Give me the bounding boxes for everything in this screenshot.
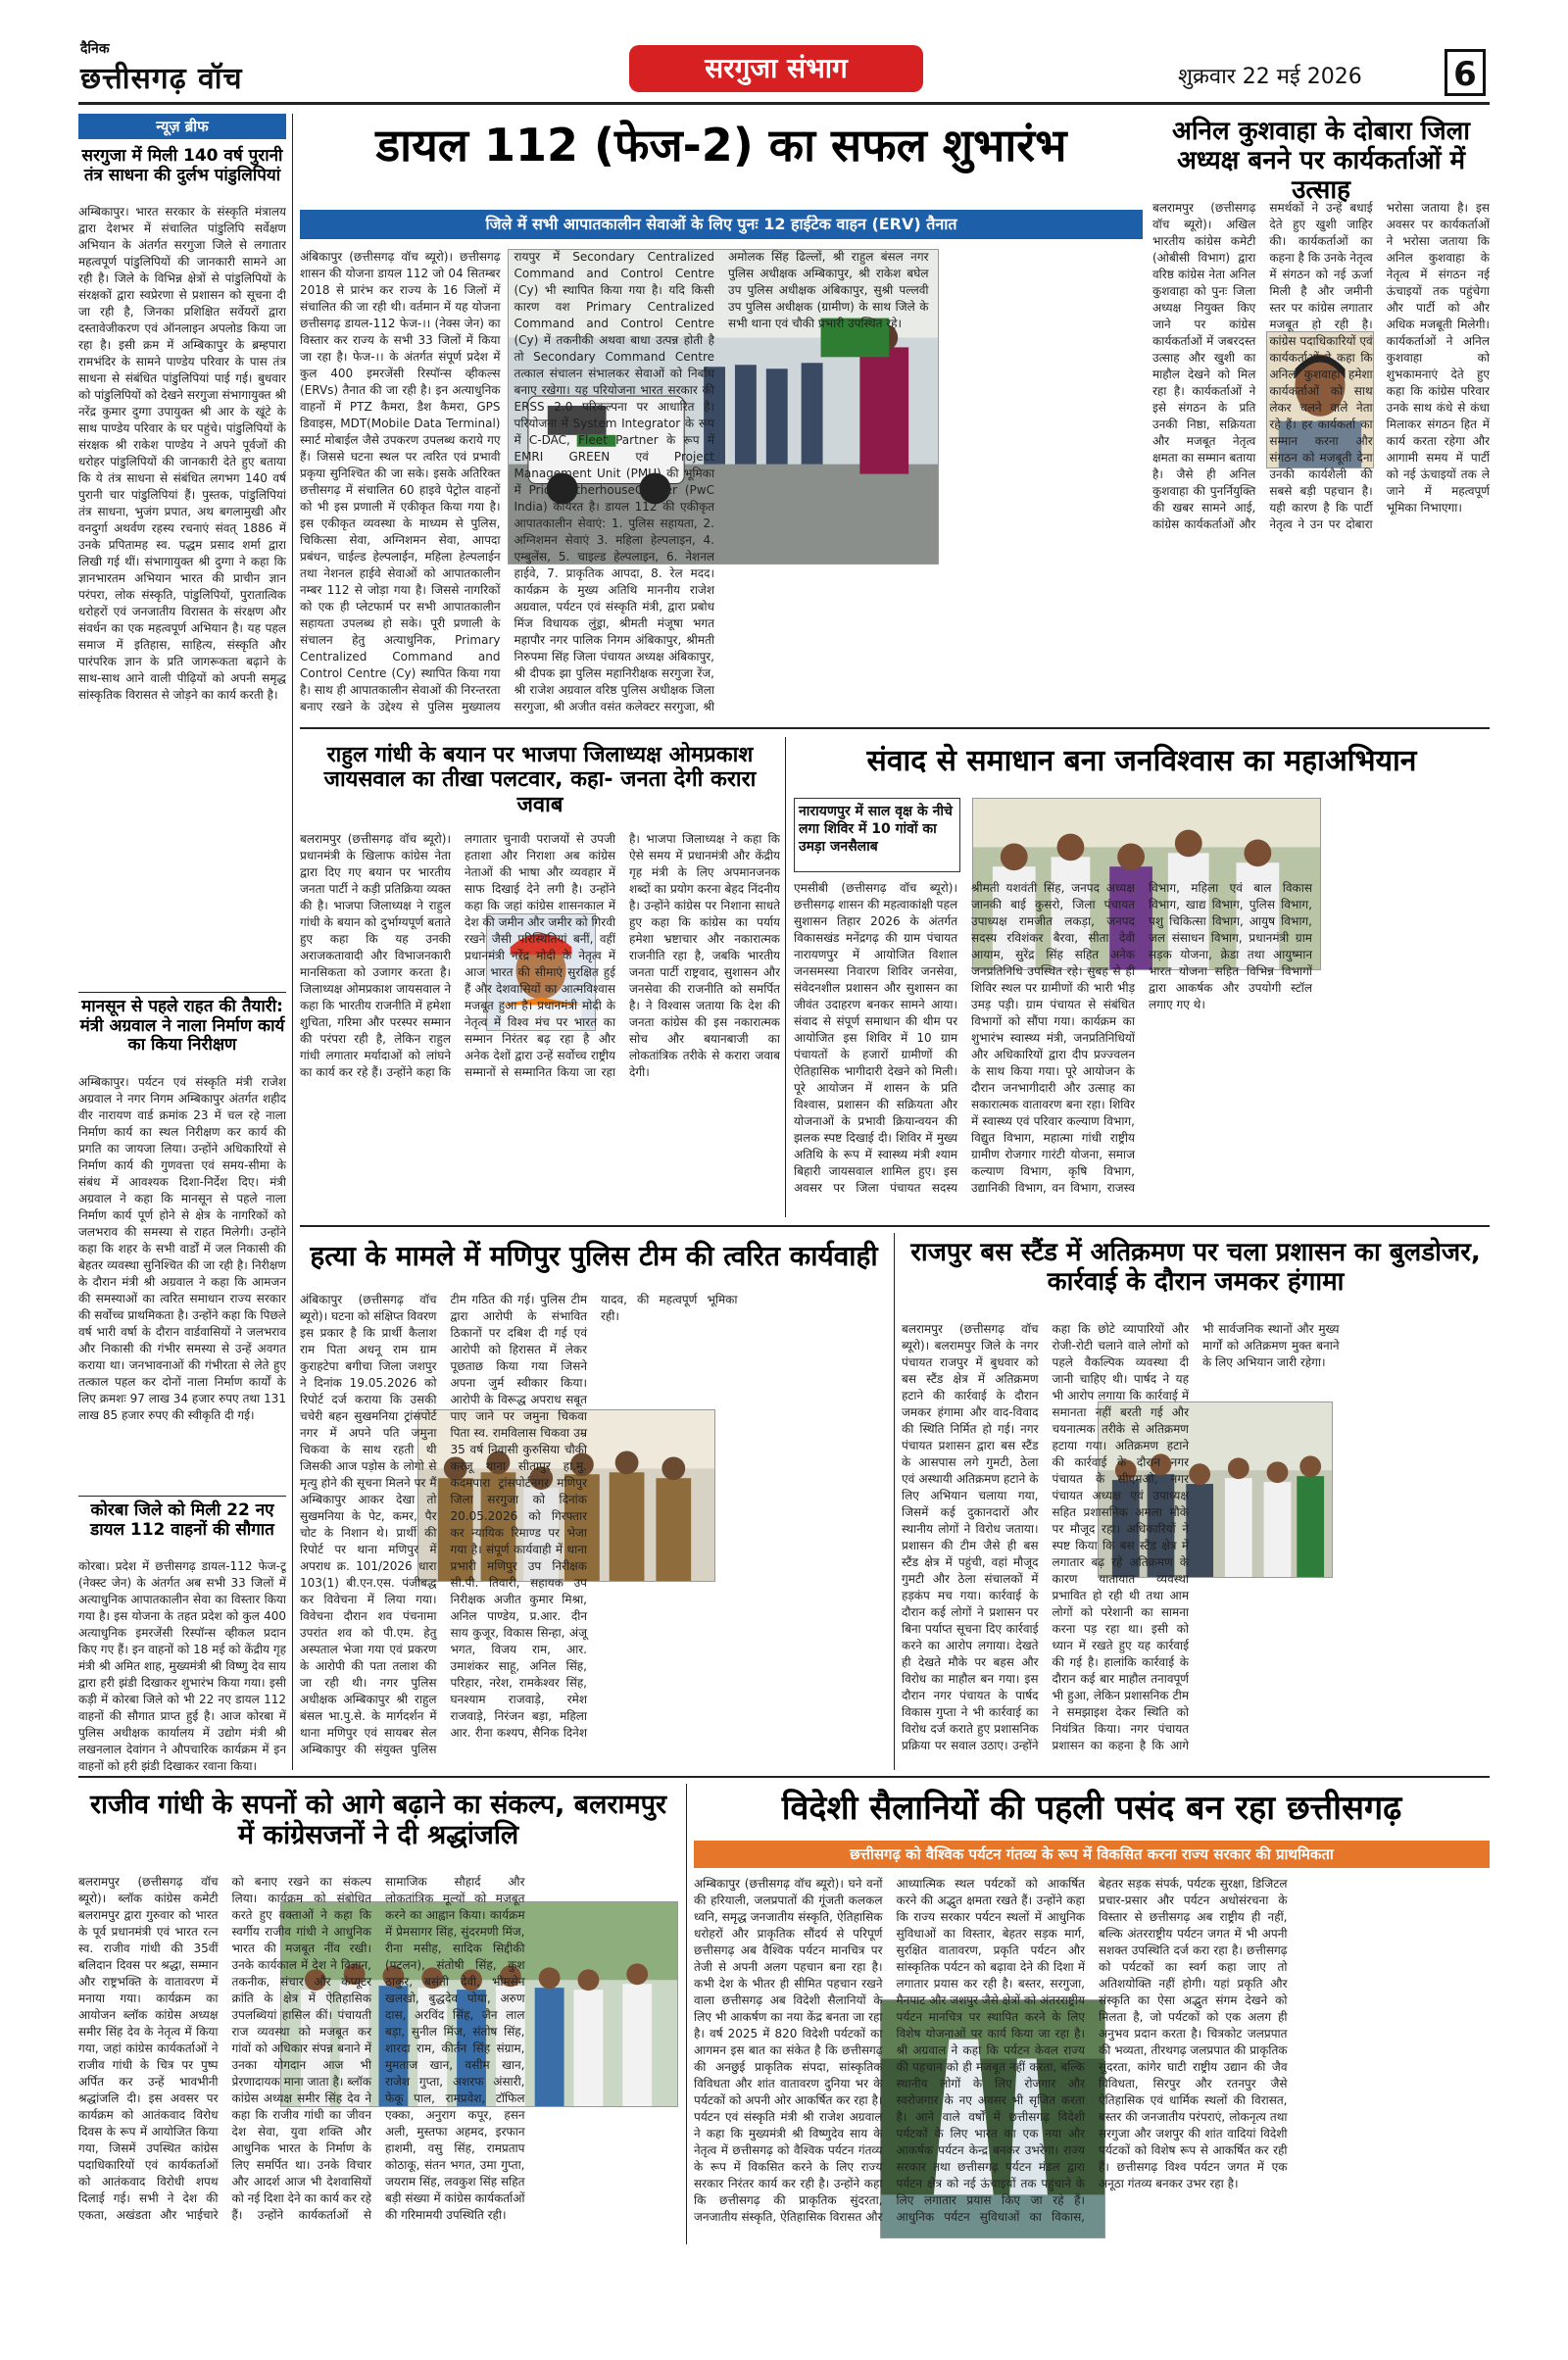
paper-prefix: दैनिक — [80, 41, 110, 57]
rahul-article — [300, 737, 780, 1217]
divider — [686, 1784, 687, 2244]
page-number: 6 — [1445, 49, 1486, 96]
tourism-article — [694, 1784, 1490, 2244]
rajpur-body: बलरामपुर (छत्तीसगढ़ वॉच ब्यूरो)। बलरामपुर जिले के नगर पंचायत राजपुर में बुधवार को बस स्टैंड क्षेत्र में अतिक्रमण हटाने की कार्रवाई के दौरान जमकर हंगामा और वाद-विवाद की स्थिति निर्मित हो गई। नगर पंचायत प्रशासन द्वारा बस स्टैंड के आसपास लगे गुमटी, ठेला एवं अस्थायी अतिक्रमण हटाने के लिए अभियान चलाया गया, जिसमें कई दुकानदारों और स्थानीय लोगों ने विरोध जताया। प्रशासन की टीम जैसे ही बस स्टैंड क्षेत्र में पहुंची, वहां मौजूद गुमटी और ठेला संचालकों में हड़कंप मच गया। कार्रवाई के दौरान कई लोगों ने प्रशासन पर बिना पर्याप्त सूचना दिए कार्रवाई करने का आरोप लगाया। देखते ही देखते मौके पर बहस और विरोध का माहौल बन गया। इस दौरान नगर पंचायत के पार्षद विकास गुप्ता ने भी कार्रवाई का विरोध दर्ज कराते हुए प्रशासनिक प्रक्रिया पर सवाल उठाए। उन्होंने कहा कि छोटे व्यापारियों और रोजी-रोटी चलाने वाले लोगों को पहले वैकल्पिक व्यवस्था दी जानी चाहिए थी। पार्षद ने यह भी आरोप लगाया कि कार्रवाई में समानता नहीं बरती गई और चयनात्मक तरीके से अतिक्रमण हटाया गया। अतिक्रमण हटाने की कार्रवाई के दौरान नगर पंचायत के सीएमओ, नगर पंचायत अध्यक्ष एवं उपाध्यक्ष सहित प्रशासनिक अमला मौके पर मौजूद रहा। अधिकारियों ने स्पष्ट किया कि बस स्टैंड क्षेत्र में लगातार बढ़ रहे अतिक्रमण के कारण यातायात व्यवस्था प्रभावित हो रही थी तथा आम लोगों को परेशानी का सामना करना पड़ रहा था। इसी को ध्यान में रखते हुए यह कार्रवाई की गई है। हालांकि कार्रवाई के दौरान कई बार माहौल तनावपूर्ण भी हुआ, लेकिन प्रशासनिक टीम ने समझाइश देकर स्थिति को नियंत्रित किया। नगर पंचायत प्रशासन का कहना है कि आगे भी सार्वजनिक स्थानों और मुख्य मार्गों को अतिक्रमण मुक्त बनाने के लिए अभियान जारी रहेगा। — [902, 1322, 1340, 1752]
brief-1-headline: सरगुजा में मिली 140 वर्ष पुरानी तंत्र साधना की दुर्लभ पांडुलिपियां — [81, 146, 283, 185]
divider — [78, 1496, 286, 1497]
brief-3-headline: कोरबा जिले को मिली 22 नए डायल 112 वाहनों की सौगात — [90, 1500, 274, 1540]
rahul-headline: राहुल गांधी के बयान पर भाजपा जिलाध्यक्ष ओमप्रकाश जायसवाल का तीखा पलटवार, कहा- जनता देगी करारा जवाब — [323, 743, 757, 817]
divider — [300, 727, 1490, 729]
tourism-subhead-bar — [694, 1841, 1490, 1868]
paper-name: छत्तीसगढ़ वॉच — [80, 62, 243, 96]
issue-date: शुक्रवार 22 मई 2026 — [1178, 65, 1362, 89]
news-brief-label — [78, 114, 286, 139]
divider — [78, 1776, 1490, 1778]
divider — [300, 1225, 1490, 1227]
anil-headline: अनिल कुशवाहा के दोबारा जिला अध्यक्ष बनने पर कार्यकर्ताओं में उत्साह — [1171, 117, 1471, 205]
brief-2-body: अम्बिकापुर। पर्यटन एवं संस्कृति मंत्री राजेश अग्रवाल ने नगर निगम अम्बिकापुर अंतर्गत शहीद वीर नारायण वार्ड क्रमांक 23 में चल रहे नाला निर्माण कार्य का स्थल निरीक्षण कर कार्य की प्रगति का जायजा लिया। उन्होंने अधिकारियों से निर्माण कार्य की गुणवत्ता एवं समय-सीमा के संबंध में आवश्यक दिशा-निर्देश दिए। मंत्री अग्रवाल ने कहा कि मानसून से पहले नाला निर्माण कार्य पूर्ण होने से क्षेत्र के नागरिकों को जलभराव की समस्या से राहत मिलेगी। उन्होंने कहा कि शहर के सभी वार्डों में जल निकासी की बेहतर व्यवस्था सुनिश्चित की जा रही है। निरीक्षण के दौरान मंत्री श्री अग्रवाल ने कहा कि आमजन की समस्याओं का त्वरित समाधान राज्य सरकार की सर्वोच्च प्राथमिकता है। उन्होंने कहा कि पिछले वर्ष भारी वर्षा के दौरान वार्डवासियों ने जलभराव और निकासी की गंभीर समस्या से उन्हें अवगत कराया था। जनभावनाओं की गंभीरता से लेते हुए तत्काल पहल कर दोनों नाला निर्माण कार्यों के लिए क्रमशः 97 लाख 34 हजार रुपए तथा 131 लाख 85 हजार रुपए की स्वीकृति दी गई। — [78, 1075, 286, 1422]
samvad-boxhead: नारायणपुर में साल वृक्ष के नीचे लगा शिविर में 10 गांवों का उमड़ा जनसैलाब — [799, 804, 953, 855]
dial112-article — [300, 114, 1143, 721]
tourism-subhead: छत्तीसगढ़ को वैश्विक पर्यटन गंतव्य के रूप में विकसित करना राज्य सरकार की प्राथमिकता — [850, 1845, 1334, 1863]
tourism-headline: विदेशी सैलानियों की पहली पसंद बन रहा छत्तीसगढ़ — [781, 1789, 1402, 1828]
dial112-body: अंबिकापुर (छत्तीसगढ़ वॉच ब्यूरो)। छत्तीसगढ़ शासन की योजना डायल 112 जो 04 सितम्बर 2018 से प्रारंभ कर राज्य के 16 जिलों में संचालित की जा रही थी। वर्तमान में यह योजना छत्तीसगढ़ डायल-112 फेज-।। (नेक्स जेन) का विस्तार कर राज्य के सभी 33 जिलों में किया जा रहा है। फेज-।। के अंतर्गत संपूर्ण प्रदेश में कुल 400 इमरजेंसी रिस्पॉन्स व्हीकल्स (ERVs) तैनात की जा रही है। इन अत्याधुनिक वाहनों में PTZ कैमरा, डैश कैमरा, GPS डिवाइस, MDT(Mobile Data Terminal) स्मार्ट मोबाईल जैसे उपकरण उपलब्ध कराये गए हैं। जिससे घटना स्थल पर त्वरित एवं प्रभावी प्रकृया सुनिश्चित की जा सके। इसके अतिरिक्त छत्तीसगढ़ में संचालित 60 हाइवे पेट्रोल वाहनों को भी इस प्रणाली में एकीकृत किया गया है। इस एकीकृत व्यवस्था के माध्यम से पुलिस, चिकित्सा सेवा, अग्निशमन सेवा, आपदा प्रबंधन, चाईल्ड हेल्पलाईन, महिला हेल्पलाईन तथा नेशनल हाईवे सेवाओं को आपातकालीन नम्बर 112 से जोड़ा गया है। जिससे नागरिकों को एक ही प्लेटफार्म पर सभी आपातकालीन सहायता उपलब्ध हो सके। पूरी प्रणाली के संचालन हेतु अत्याधुनिक, Primary Centralized Command and Control Centre (Cy) स्थापित किया गया है। साथ ही आपातकालीन सेवाओं की निरन्तरता बनाए रखने के उद्देश्य से पुलिस मुख्यालय रायपुर में Secondary Centralized Command and Control Centre (Cy) भी स्थापित किया गया है। यदि किसी कारण वश Primary Centralized Command and Control Centre (Cy) में तकनीकी अथवा बाधा उत्पन्न होती है तो Secondary Command Centre तत्काल संचालन संभालकर सेवाओं को निर्बाध बनाए रखेगा। यह परियोजना भारत सरकार की ERSS 2.0 परिकल्पना पर आधारित है। परियोजना में System Integrator के रूप में C-DAC, Fleet Partner के रूप में EMRI GREEN एवं Project Management Unit (PMU) की भूमिका में PriceWatherhouseCooper (PwC India) कार्यरत है। डायल 112 की एकीकृत आपातकालीन सेवाएं: 1. पुलिस सहायता, 2. अग्निशमन सेवाएं 3. महिला हेल्पलाइन, 4. एम्बुलेंस, 5. चाइल्ड हेल्पलाइन, 6. नेशनल हाईवे, 7. प्राकृतिक आपदा, 8. रेल मदद। कार्यक्रम के मुख्य अतिथि माननीय राजेश अग्रवाल, पर्यटन एवं संस्कृति मंत्री, द्वारा प्रबोध मिंज विधायक लुंड्रा, श्रीमती मंजूषा भगत महापौर नगर पालिक निगम अंबिकापुर, श्रीमती निरुपमा सिंह जिला पंचायत अध्यक्ष अंबिकापुर, श्री दीपक झा पुलिस महानिरीक्षक सरगुजा रेंज, श्री राजेश अग्रवाल वरिष्ठ पुलिस अधीक्षक जिला सरगुजा, श्री अजीत वसंत कलेक्टर सरगुजा, श्री अमोलक सिंह ढिल्लों, श्री राहुल बंसल नगर पुलिस अधीक्षक अम्बिकापुर, श्री राकेश बघेल उप पुलिस अधीक्षक अंबिकापुर, सुश्री पल्लवी उप पुलिस अधीक्षक (ग्रामीण) के साथ जिले के सभी थाना एवं चौकी प्रभारी उपस्थित रहे। — [300, 250, 929, 713]
anil-body: बलरामपुर (छत्तीसगढ़ वॉच ब्यूरो)। अखिल भारतीय कांग्रेस कमेटी (ओबीसी विभाग) द्वारा वरिष्ठ कांग्रेस नेता अनिल कुशवाहा को पुनः जिला अध्यक्ष नियुक्त किए जाने पर कांग्रेस कार्यकर्ताओं में जबरदस्त उत्साह और खुशी का माहौल देखने को मिल रहा है। कार्यकर्ताओं ने इसे संगठन के प्रति उनकी निष्ठा, सक्रियता और मजबूत नेतृत्व क्षमता का सम्मान बताया है। जैसे ही अनिल कुशवाहा की पुनर्नियुक्ति की खबर सामने आई, कांग्रेस कार्यकर्ताओं और समर्थकों ने उन्हें बधाई देते हुए खुशी जाहिर की। कार्यकर्ताओं का कहना है कि उनके नेतृत्व में संगठन को नई ऊर्जा मिली है और जमीनी स्तर पर कांग्रेस लगातार मजबूत हो रही है। कांग्रेस पदाधिकारियों एवं कार्यकर्ताओं ने कहा कि अनिल कुशवाहा हमेशा कार्यकर्ताओं को साथ लेकर चलने वाले नेता रहे हैं। हर कार्यकर्ता का सम्मान करना और संगठन को मजबूती देना उनकी कार्यशैली की सबसे बड़ी पहचान है। यही कारण है कि पार्टी नेतृत्व ने उन पर दोबारा भरोसा जताया है। इस अवसर पर कार्यकर्ताओं ने भरोसा जताया कि अनिल कुशवाहा के नेतृत्व में संगठन नई ऊंचाइयों तक पहुंचेगा और पार्टी को और अधिक मजबूती मिलेगी। कार्यकर्ताओं ने अनिल कुशवाहा को शुभकामनाएं देते हुए कहा कि कांग्रेस परिवार उनके साथ कंधे से कंधा मिलाकर संगठन हित में कार्य करता रहेगा और आगामी समय में पार्टी को नई ऊंचाइयों तक ले जाने में महत्वपूर्ण भूमिका निभाएगा। — [1152, 201, 1490, 531]
rajiv-headline: राजीव गांधी के सपनों को आगे बढ़ाने का संकल्प, बलरामपुर में कांग्रेसजनों ने दी श्रद्धांजलि — [89, 1790, 667, 1851]
rajpur-headline: राजपुर बस स्टैंड में अतिक्रमण पर चला प्रशासन का बुलडोजर, कार्रवाई के दौरान जमकर हंगामा — [910, 1238, 1481, 1297]
anil-article — [1152, 114, 1490, 721]
section-name: सरगुजा संभाग — [705, 52, 848, 84]
rajiv-article — [78, 1784, 678, 2244]
masthead — [0, 0, 1568, 110]
divider — [894, 1233, 895, 1770]
dial112-subhead-bar — [300, 210, 1143, 239]
section-banner — [629, 45, 923, 92]
brief-2-headline: मानसून से पहले राहत की तैयारी: मंत्री अग्रवाल ने नाला निर्माण कार्य का किया निरीक्षण — [79, 997, 285, 1056]
rajiv-body: बलरामपुर (छत्तीसगढ़ वॉच ब्यूरो)। ब्लॉक कांग्रेस कमेटी बलरामपुर द्वारा गुरुवार को भारत के पूर्व प्रधानमंत्री एवं भारत रत्न स्व. राजीव गांधी की 35वीं बलिदान दिवस पर श्रद्धा, सम्मान और राष्ट्रभक्ति के वातावरण में मनाया गया। कार्यक्रम का आयोजन ब्लॉक कांग्रेस अध्यक्ष समीर सिंह देव के नेतृत्व में किया गया, जहां कांग्रेस कार्यकर्ताओं ने राजीव गांधी के चित्र पर पुष्प अर्पित कर उन्हें भावभीनी श्रद्धांजलि दी। इस अवसर पर कार्यक्रम को आतंकवाद विरोध दिवस के रूप में आयोजित किया गया, जिसमें उपस्थित कांग्रेस पदाधिकारियों एवं कार्यकर्ताओं को आतंकवाद विरोधी शपथ दिलाई गई। सभी ने देश की एकता, अखंडता और भाईचारे को बनाए रखने का संकल्प लिया। कार्यक्रम को संबोधित करते हुए वक्ताओं ने कहा कि स्वर्गीय राजीव गांधी ने आधुनिक भारत की मजबूत नींव रखी। उनके कार्यकाल में देश ने विज्ञान, तकनीक, संचार और कंप्यूटर क्रांति के क्षेत्र में ऐतिहासिक उपलब्धियां हासिल कीं। पंचायती राज व्यवस्था को मजबूत कर गांवों को अधिकार संपन्न बनाने में उनका योगदान आज भी प्रेरणादायक माना जाता है। ब्लॉक कांग्रेस अध्यक्ष समीर सिंह देव ने कहा कि राजीव गांधी का जीवन देश सेवा, युवा शक्ति और आधुनिक भारत के निर्माण के लिए समर्पित था। उनके विचार और आदर्श आज भी देशवासियों को नई दिशा देने का कार्य कर रहे हैं। उन्होंने कार्यकर्ताओं से सामाजिक सौहार्द और लोकतांत्रिक मूल्यों को मजबूत करने का आह्वान किया। कार्यक्रम में प्रेमसागर सिंह, सुंदरमणी मिंज, रीना मसीह, सादिक सिद्दीकी (पटलन), संतोषी सिंह, कुश ठाकुर, बसंती देवी, भीमसेन खलखो, बुद्धदेव पोया, अरुण दास, अरविंद सिंह, जैन लाल बड़ा, सुनील मिंज, संतोष सिंह, शारदा राम, कीर्तन सिंह संग्राम, मुमताज खान, वसीम खान, राजेश गुप्ता, अशरफ अंसारी, फेकू पाल, रामप्रवेश, टॉफिल एक्का, अनुराग कपूर, हसन अली, मुस्तफा अहमद, इरफान हाशमी, वसु सिंह, रामप्रताप कोठाकू, संतन भगत, उमा गुप्ता, जयराम सिंह, लवकुश सिंह सहित बड़ी संख्या में कांग्रेस कार्यकर्ताओं की गरिमामयी उपस्थिति रही। — [78, 1875, 525, 2222]
divider — [78, 992, 286, 993]
dial112-headline: डायल 112 (फेज-2) का सफल शुभारंभ — [375, 119, 1067, 172]
tourism-body: अम्बिकापुर (छत्तीसगढ़ वॉच ब्यूरो)। घने वनों की हरियाली, जलप्रपातों की गूंजती कलकल ध्वनि, समृद्ध जनजातीय संस्कृति, ऐतिहासिक धरोहरों और प्राकृतिक सौंदर्य से परिपूर्ण छत्तीसगढ़ अब वैश्विक पर्यटन मानचित्र पर तेजी से अपनी अलग पहचान बना रहा है। कभी देश के भीतर ही सीमित पहचान रखने वाला छत्तीसगढ़ अब विदेशी सैलानियों के लिए भी आकर्षण का नया केंद्र बनता जा रहा है। वर्ष 2025 में 820 विदेशी पर्यटकों का आगमन इस बात का संकेत है कि छत्तीसगढ़ की अनछुई प्राकृतिक संपदा, सांस्कृतिक विविधता और शांत वातावरण दुनिया भर के पर्यटकों को अपनी ओर आकर्षित कर रहा है। पर्यटन एवं संस्कृति मंत्री श्री राजेश अग्रवाल ने कहा कि मुख्यमंत्री श्री विष्णुदेव साय के नेतृत्व में छत्तीसगढ़ को वैश्विक पर्यटन गंतव्य के रूप में विकसित करने के लिए राज्य सरकार निरंतर कार्य कर रही है। उन्होंने कहा कि छत्तीसगढ़ की प्राकृतिक सुंदरता, जनजातीय संस्कृति, ऐतिहासिक विरासत और आध्यात्मिक स्थल पर्यटकों को आकर्षित करने की अद्भुत क्षमता रखते हैं। उन्होंने कहा कि राज्य सरकार पर्यटन स्थलों में आधुनिक सुविधाओं का विस्तार, बेहतर सड़क मार्ग, सुरक्षित वातावरण, प्रकृति पर्यटन और सांस्कृतिक पर्यटन को बढ़ावा देने की दिशा में लगातार प्रयास कर रही है। बस्तर, सरगुजा, मैनपाट और जशपुर जैसे क्षेत्रों को अंतरराष्ट्रीय पर्यटन मानचित्र पर स्थापित करने के लिए विशेष योजनाओं पर कार्य किया जा रहा है। श्री अग्रवाल ने कहा कि पर्यटन केवल राज्य की पहचान को ही मजबूत नहीं करता, बल्कि स्थानीय लोगों के लिए रोजगार और स्वरोजगार के नए अवसर भी सृजित करता है। आने वाले वर्षों में छत्तीसगढ़ विदेशी पर्यटकों के लिए भारत का एक नया और आकर्षक पर्यटन केन्द्र बनकर उभरेगा। राज्य सरकार तथा छत्तीसगढ़ पर्यटन मंडल द्वारा पर्यटन क्षेत्र को नई ऊंचाइयों तक पहुंचाने के लिए लगातार प्रयास किए जा रहे हैं। आधुनिक पर्यटन सुविधाओं का विकास, बेहतर सड़क संपर्क, पर्यटक सुरक्षा, डिजिटल प्रचार-प्रसार और पर्यटन अधोसंरचना के विस्तार से छत्तीसगढ़ अब राष्ट्रीय ही नहीं, बल्कि अंतरराष्ट्रीय पर्यटन जगत में भी अपनी सशक्त उपस्थिति दर्ज करा रहा है। छत्तीसगढ़ को पर्यटकों का स्वर्ग कहा जाए तो अतिशयोक्ति नहीं होगी। यहां प्रकृति और संस्कृति का ऐसा अद्भुत संगम देखने को मिलता है, जो पर्यटकों को एक अलग ही अनुभव प्रदान करता है। चित्रकोट जलप्रपात की भव्यता, तीरथगढ़ जलप्रपात की प्राकृतिक सुंदरता, कांगेर घाटी राष्ट्रीय उद्यान की जैव विविधता, सिरपुर और रतनपुर जैसे ऐतिहासिक एवं धार्मिक स्थलों की विरासत, बस्तर की जनजातीय परंपराएं, लोकनृत्य तथा सरगुजा और जशपुर की शांत वादियां विदेशी पर्यटकों को विशेष रूप से आकर्षित कर रही हैं। छत्तीसगढ़ विश्व पर्यटन जगत में एक अनूठा गंतव्य बनकर उभर रहा है। — [694, 1877, 1288, 2224]
brief-1-body: अम्बिकापुर। भारत सरकार के संस्कृति मंत्रालय द्वारा देशभर में संचालित पांडुलिपि सर्वेक्षण अभियान के अंतर्गत सरगुजा जिले से लगातार महत्वपूर्ण पांडुलिपियों की जानकारी सामने आ रही है। जिले के विभिन्न क्षेत्रों से पांडुलिपियों के संरक्षकों द्वारा स्वप्रेरणा से प्रशासन को सूचना दी जा रही है, जिनका प्रशिक्षित सर्वेयरों द्वारा दस्तावेजीकरण एवं ऑनलाइन अपलोड किया जा रहा है। इसी क्रम में अम्बिकापुर के ब्रम्हपारा रामभंदिर के सामने पाण्डेय परिवार के पास तंत्र साधना से संबंधित पांडुलिपियां पाई गई। बुधवार को पांडुलिपियों को देखने सरगुजा संभागायुक्त श्री नरेंद्र कुमार दुग्गा उपायुक्त श्री आर के खूंटे के साथ पाण्डेय परिवार के घर पहुंचे। पांडुलिपियों के संरक्षक श्री राकेश पाण्डेय ने अपने पूर्वजों की धरोहर पांडुलिपियों की जानकारी देते हुए बताया कि ये तंत्र साधना से संबंधित लगभग 140 वर्ष पुरानी चार पांडुलिपियां हैं। पुस्तक, पांडुलिपियां तंत्र साधना, भुजंग प्रपात, अथ बगलामुखी और वनदुर्गा अथर्वण रहस्य रचनाएं संवत् 1886 में उनके प्रपितामह स्व. पद्धम प्रसाद शर्मा द्वारा लिखी गई थीं। संभागायुक्त श्री दुग्गा ने कहा कि ज्ञानभारतम अभियान भारत की प्राचीन ज्ञान परंपरा, लोक संस्कृति, पांडुलिपियों, पुरातात्विक धरोहरों एवं जनजातीय विरासत के संरक्षण और संवर्धन का एक महत्वपूर्ण अभियान है। यह पहल समाज में इतिहास, साहित्य, संस्कृति और पारंपरिक ज्ञान के प्रति जागरूकता बढ़ाने के साथ-साथ आने वाली पीढ़ियों को अपनी समृद्ध सांस्कृतिक विरासत से जोड़ने का कार्य करती है। — [78, 205, 286, 702]
rajpur-article — [902, 1233, 1490, 1770]
masthead-rule — [78, 102, 1490, 105]
dial112-subhead: जिले में सभी आपातकालीन सेवाओं के लिए पुनः 12 हाईटेक वाहन (ERV) तैनात — [485, 215, 957, 233]
samvad-boxhead-box — [794, 798, 960, 872]
left-column-separator — [292, 114, 293, 1770]
samvad-body: एमसीबी (छत्तीसगढ़ वॉच ब्यूरो)। छत्तीसगढ़ शासन की महत्वाकांक्षी पहल सुशासन तिहार 2026 के अंतर्गत विकासखंड मनेंद्रगढ़ की ग्राम पंचायत नारायणपुर में आयोजित विशाल जनसमस्या निवारण शिविर जनसेवा, संवेदनशील प्रशासन और सुशासन का जीवंत उदाहरण बनकर सामने आया। संवाद से संपूर्ण समाधान की थीम पर आयोजित इस शिविर में 10 ग्राम पंचायतों के हजारों ग्रामीणों की ऐतिहासिक भागीदारी देखने को मिली। पूरे आयोजन में शासन के प्रति विश्वास, प्रशासन की सक्रियता और योजनाओं के प्रभावी क्रियान्वयन की झलक स्पष्ट दिखाई दी। शिविर में मुख्य अतिथि के रूप में स्वास्थ्य मंत्री श्याम बिहारी जायसवाल शामिल हुए। इस अवसर पर जिला पंचायत सदस्य श्रीमती यशवंती सिंह, जनपद अध्यक्ष जानकी बाई कुसरो, जिला पंचायत उपाध्यक्ष रामजीत लकड़ा, जनपद सदस्य रविशंकर बैरवा, सीता देवी आयाम, सुरेंद्र सिंह सहित अनेक जनप्रतिनिधि उपस्थित रहे। सुबह से ही शिविर स्थल पर ग्रामीणों की भारी भीड़ उमड़ पड़ी। ग्राम पंचायत से संबंधित विभागों को सौंपा गया। कार्यक्रम का शुभारंभ स्वास्थ्य मंत्री, जनप्रतिनिधियों और अधिकारियों द्वारा दीप प्रज्ज्वलन के साथ किया गया। पूरे आयोजन के दौरान जनभागीदारी और उत्साह का सकारात्मक वातावरण बना रहा। शिविर में स्वास्थ्य एवं परिवार कल्याण विभाग, विद्युत विभाग, महात्मा गांधी राष्ट्रीय ग्रामीण रोजगार गारंटी योजना, समाज कल्याण विभाग, कृषि विभाग, उद्यानिकी विभाग, वन विभाग, राजस्व विभाग, महिला एवं बाल विकास विभाग, खाद्य विभाग, पुलिस विभाग, पशु चिकित्सा विभाग, आयुष विभाग, जल संसाधन विभाग, प्रधानमंत्री ग्राम सड़क योजना, क्रेडा तथा आयुष्मान भारत योजना सहित विभिन्न विभागों द्वारा आकर्षक और उपयोगी स्टॉल लगाए गए थे। — [794, 881, 1312, 1195]
brief-3-body: कोरबा। प्रदेश में छत्तीसगढ़ डायल-112 फेज-टू (नेक्स्ट जेन) के अंतर्गत अब सभी 33 जिलों में अत्याधुनिक आपातकालीन सेवा का विस्तार किया गया है। इस योजना के तहत प्रदेश को कुल 400 अत्याधुनिक इमरजेंसी रिस्पॉन्स व्हीकल प्रदान किए गए हैं। इन वाहनों को 18 मई को केंद्रीय गृह मंत्री श्री अमित शाह, मुख्यमंत्री श्री विष्णु देव साय द्वारा हरी झंडी दिखाकर शुभारंभ किया गया। इसी कड़ी में कोरबा जिले को भी 22 नए डायल 112 वाहनों की सौगात प्राप्त हुई है। आज कोरबा में पुलिस अधीक्षक कार्यालय में उद्योग मंत्री श्री लखनलाल देवांगन ने औपचारिक कार्यक्रम में इन वाहनों को हरी झंडी दिखाकर रवाना किया। — [78, 1559, 286, 1773]
manipur-headline: हत्या के मामले में मणिपुर पुलिस टीम की त्वरित कार्यवाही — [310, 1240, 878, 1272]
divider — [785, 737, 786, 1217]
manipur-article — [300, 1233, 888, 1770]
rahul-body: बलरामपुर (छत्तीसगढ़ वॉच ब्यूरो)। प्रधानमंत्री के खिलाफ कांग्रेस नेता द्वारा दिए गए बयान पर भारतीय जनता पार्टी ने कड़ी प्रतिक्रिया व्यक्त की है। भाजपा जिलाध्यक्ष ने राहुल गांधी के बयान को दुर्भाग्यपूर्ण बताते हुए कहा कि यह उनकी अराजकतावादी और विभाजनकारी मानसिकता को उजागर करता है। जिलाध्यक्ष ओमप्रकाश जायसवाल ने कहा कि भारतीय राजनीति में हमेशा शुचिता, गरिमा और परस्पर सम्मान की परंपरा रही है, लेकिन राहुल गांधी लगातार मर्यादाओं को लांघने का कार्य कर रहे हैं। उन्होंने कहा कि लगातार चुनावी पराजयों से उपजी हताशा और निराशा अब कांग्रेस नेताओं की भाषा और व्यवहार में साफ दिखाई देने लगी है। उन्होंने कहा कि जहां कांग्रेस शासनकाल में देश की जमीन और जमीर को गिरवी रखने जैसी परिस्थितियां बनीं, वहीं प्रधानमंत्री नरेंद्र मोदी के नेतृत्व में आज भारत की सीमाएं सुरक्षित हुई हैं और देशवासियों का आत्मविश्वास मजबूत हुआ है। प्रधानमंत्री मोदी के नेतृत्व में विश्व मंच पर भारत का सम्मान निरंतर बढ़ रहा है और अनेक देशों द्वारा उन्हें सर्वोच्च राष्ट्रीय सम्मानों से सम्मानित किया जा रहा है। भाजपा जिलाध्यक्ष ने कहा कि ऐसे समय में प्रधानमंत्री और केंद्रीय गृह मंत्री के लिए अपमानजनक शब्दों का प्रयोग करना बेहद निंदनीय है। उन्होंने कांग्रेस पर निशाना साधते हुए कहा कि कांग्रेस का पर्याय हमेशा भ्रष्टाचार और नकारात्मक राजनीति रहा है, जबकि भारतीय जनता पार्टी राष्ट्रवाद, सुशासन और जनसेवा की राजनीति को समर्पित है। ने विश्वास जताया कि देश की जनता कांग्रेस की इस नकारात्मक सोच और बयानबाजी का लोकतांत्रिक तरीके से करारा जवाब देगी। — [300, 832, 780, 1079]
samvad-article — [794, 737, 1490, 1217]
news-brief-text: न्यूज़ ब्रीफ — [156, 118, 209, 135]
samvad-headline: संवाद से समाधान बना जनविश्वास का महाअभियान — [866, 744, 1417, 778]
manipur-body: अंबिकापुर (छत्तीसगढ़ वॉच ब्यूरो)। घटना को संक्षिप्त विवरण इस प्रकार है कि प्रार्थी कैलाश राम पिता अधनू राम ग्राम कुराहटेपा बगीचा जिला जशपुर ने दिनांक 19.05.2026 को रिपोर्ट दर्ज कराया कि उसकी चचेरी बहन सुखमनिया ट्रांसपोर्ट नगर में अपने पति जमुना चिकवा के साथ रहती थी जिसकी आज पड़ोस के लोगो से मृत्यु होने की सूचना मिलने पर मैं अम्बिकापुर आकर देखा तो सुखमनिया के पेट, कमर, पैर चोट के निशान थे। प्रार्थी की रिपोर्ट पर थाना मणिपुर में अपराध क्र. 101/2026 धारा 103(1) बी.एन.एस. पंजीबद्ध कर विवेचना में लिया गया। विवेचना दौरान शव पंचनामा उपरांत शव को पी.एम. हेतु अस्पताल भेजा गया एवं प्रकरण के आरोपी की पता तलाश की जा रही थी। नगर पुलिस अधीक्षक अम्बिकापुर श्री राहुल बंसल भा.पु.से. के मार्गदर्शन में थाना मणिपुर एवं सायबर सेल अम्बिकापुर की संयुक्त पुलिस टीम गठित की गई। पुलिस टीम द्वारा आरोपी के संभावित ठिकानों पर दबिश दी गई एवं आरोपी को हिरासत में लेकर पूछताछ किया गया जिसने अपना जुर्म स्वीकार किया। आरोपी के विरूद्ध अपराध सबूत पाए जाने पर जमुना चिकवा पिता स्व. रामविलास चिकवा उम्र 35 वर्ष निवासी कुरुसिया चौकी करंजू थाना सीतापुर हा.मु. कदमपारा ट्रांसपोर्टनगर मणिपुर जिला सरगुजा को दिनांक 20.05.2026 को गिरफ्तार कर न्यायिक रिमाण्ड पर भेजा गया है। संपूर्ण कार्यवाही में थाना प्रभारी मणिपुर उप निरीक्षक सी.पी. तिवारी, सहायक उप निरीक्षक अजीत कुमार मिश्रा, अनिल पाण्डेय, प्र.आर. दीन साय कुजूर, विकास सिन्हा, अंजू भगत, विजय राम, आर. उमाशंकर साहू, अनिल सिंह, परिहार, नरेश, रामकेश्वर सिंह, घनश्याम राजवाड़े, रमेश राजवाड़े, निरंजन बड़ा, महिला आर. रीना कश्यप, सैनिक दिनेश यादव, की महत्वपूर्ण भूमिका रही। — [300, 1293, 738, 1756]
